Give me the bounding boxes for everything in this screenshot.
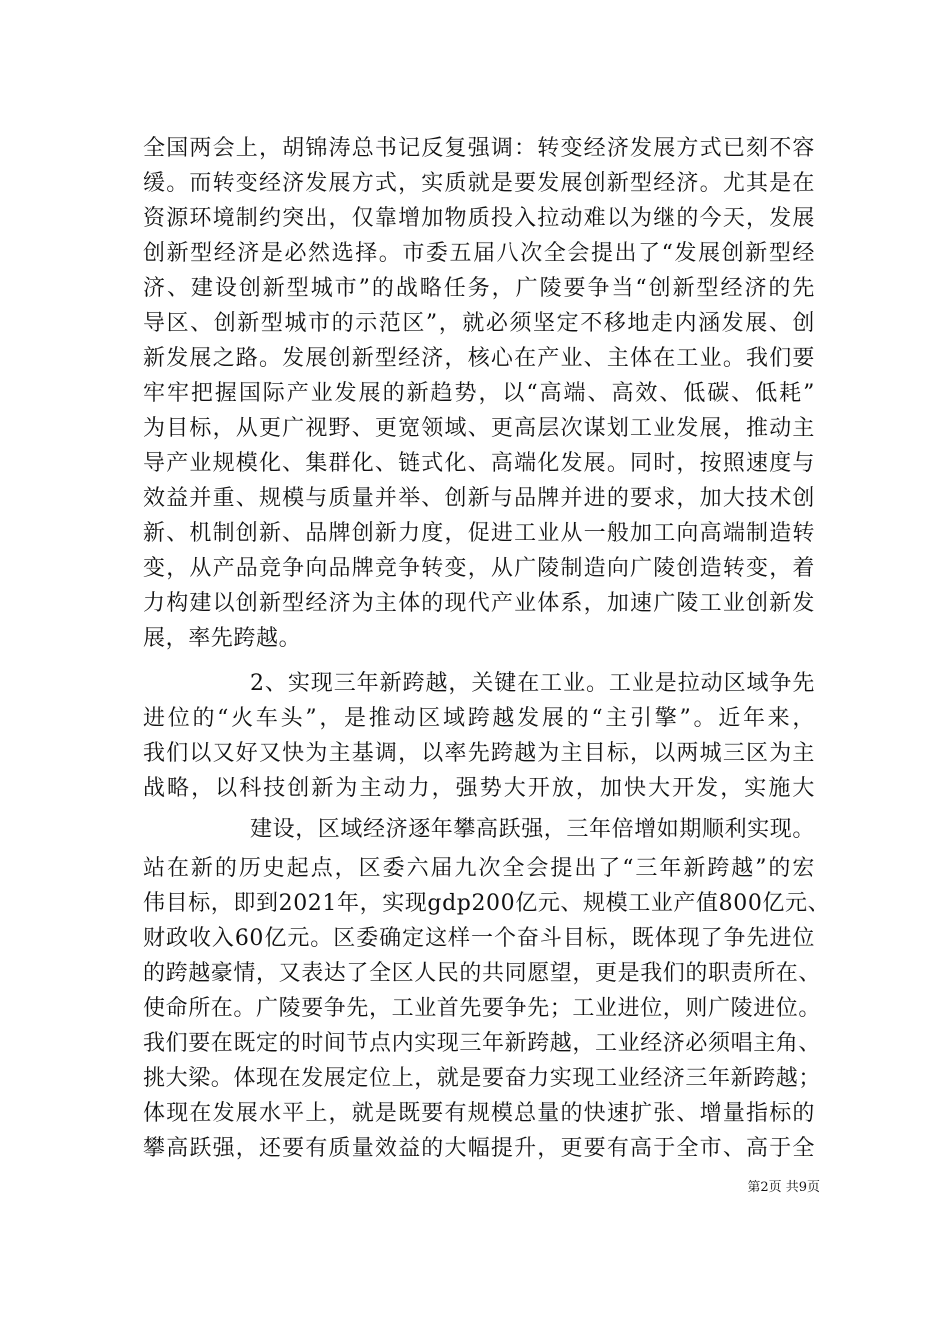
text-line: 导区、创新型城市的示范区”，就必须坚定不移地走内涵发展、创	[143, 311, 815, 336]
page-number-footer: 第2页 共9页	[747, 1180, 820, 1195]
text-line: 变，从产品竞争向品牌竞争转变，从广陵制造向广陵创造转变，着	[143, 556, 815, 581]
section-heading-line: 2、实现三年新跨越，关键在工业。工业是拉动区域争先	[250, 671, 815, 696]
text-line: 展，率先跨越。	[143, 626, 302, 651]
text-line: 财政收入60亿元。区委确定这样一个奋斗目标，既体现了争先进位	[143, 926, 815, 951]
text-line: 效益并重、规模与质量并举、创新与品牌并进的要求，加大技术创	[143, 486, 815, 511]
text-line: 建设，区域经济逐年攀高跃强，三年倍增如期顺利实现。	[250, 817, 816, 842]
text-line: 我们以又好又快为主基调，以率先跨越为主目标，以两城三区为主	[143, 741, 815, 766]
text-line: 资源环境制约突出，仅靠增加物质投入拉动难以为继的今天，发展	[143, 206, 815, 231]
text-line: 导产业规模化、集群化、链式化、高端化发展。同时，按照速度与	[143, 451, 815, 476]
text-line: 体现在发展水平上，就是既要有规模总量的快速扩张、增量指标的	[143, 1101, 815, 1126]
text-line: 进位的“火车头”，是推动区域跨越发展的“主引擎”。近年来，	[143, 706, 815, 731]
text-line: 牢牢把握国际产业发展的新趋势，以“高端、高效、低碳、低耗”	[143, 381, 815, 406]
text-line: 为目标，从更广视野、更宽领域、更高层次谋划工业发展，推动主	[143, 416, 815, 441]
text-line: 的跨越豪情，又表达了全区人民的共同愿望，更是我们的职责所在、	[143, 961, 822, 986]
text-line: 新发展之路。发展创新型经济，核心在产业、主体在工业。我们要	[143, 346, 815, 371]
text-line: 使命所在。广陵要争先，工业首先要争先；工业进位，则广陵进位。	[143, 996, 822, 1021]
text-line: 全国两会上，胡锦涛总书记反复强调：转变经济发展方式已刻不容	[143, 136, 815, 161]
text-line: 创新型经济是必然选择。市委五届八次全会提出了“发展创新型经	[143, 241, 815, 266]
text-line: 站在新的历史起点，区委六届九次全会提出了“三年新跨越”的宏	[143, 856, 815, 881]
text-line: 新、机制创新、品牌创新力度，促进工业从一般加工向高端制造转	[143, 521, 815, 546]
text-line: 力构建以创新型经济为主体的现代产业体系，加速广陵工业创新发	[143, 591, 815, 616]
text-line: 济、建设创新型城市”的战略任务，广陵要争当“创新型经济的先	[143, 276, 815, 301]
text-line: 伟目标，即到2021年，实现gdp200亿元、规模工业产值800亿元、	[143, 891, 831, 916]
text-line: 我们要在既定的时间节点内实现三年新跨越，工业经济必须唱主角、	[143, 1031, 822, 1056]
text-line: 挑大梁。体现在发展定位上，就是要奋力实现工业经济三年新跨越；	[143, 1066, 822, 1091]
text-line: 攀高跃强，还要有质量效益的大幅提升，更要有高于全市、高于全	[143, 1136, 815, 1161]
text-line: 缓。而转变经济发展方式，实质就是要发展创新型经济。尤其是在	[143, 171, 815, 196]
text-line: 战略，以科技创新为主动力，强势大开放，加快大开发，实施大	[143, 776, 815, 801]
